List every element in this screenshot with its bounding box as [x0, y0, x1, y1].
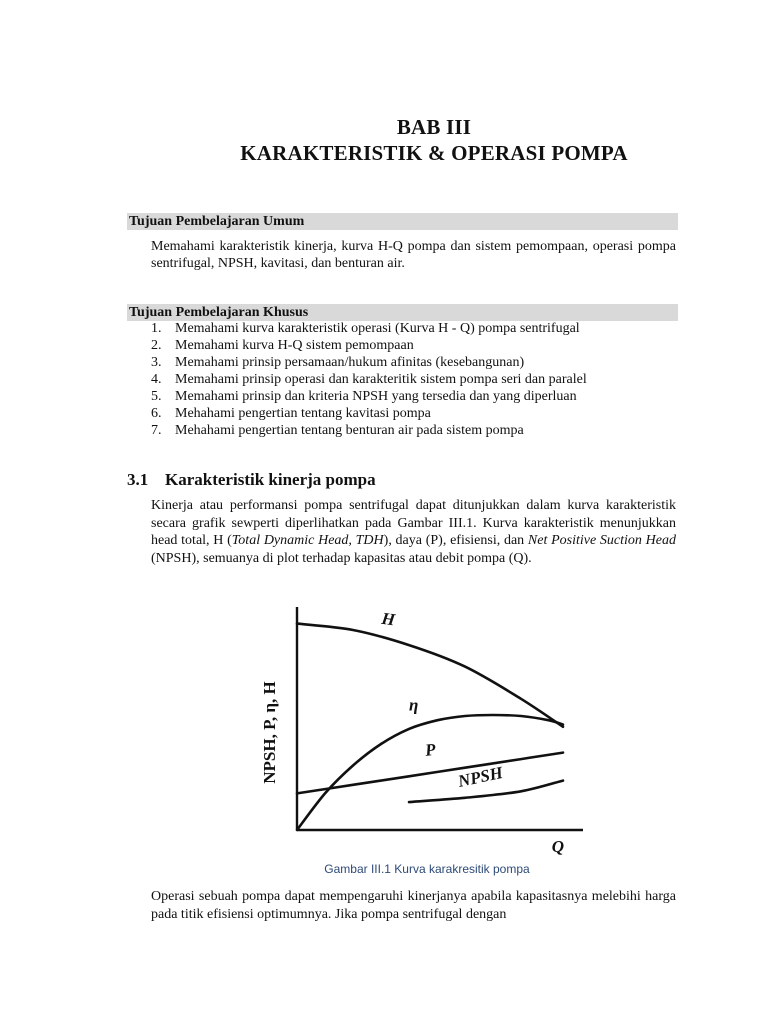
chapter-title: KARAKTERISTIK & OPERASI POMPA — [240, 141, 628, 165]
body-paragraph-2: Operasi sebuah pompa dapat mempengaruhi kinerjanya apabila kapasitasnya melebihi harga pada titik efisiensi optimumnya. Jika pompa sentrifugal dengan — [151, 889, 676, 922]
list-item-text: Memahami prinsip dan kriteria NPSH yang tersedia dan yang diperluan — [175, 389, 577, 404]
figure-caption: Gambar III.1 Kurva karakresitik pompa — [324, 862, 530, 876]
italic-term: Net Positive Suction Head — [527, 533, 676, 548]
list-item-number: 2. — [151, 338, 162, 353]
specific-objective-heading: Tujuan Pembelajaran Khusus — [127, 304, 678, 321]
general-objective-text: Memahami karakteristik kinerja, kurva H-Q pompa dan sistem pemompaan, operasi pompa sentrifugal, NPSH, kavitasi, dan benturan air. — [151, 239, 676, 271]
list-item-text: Memahami prinsip persamaan/hukum afinitas (kesebangunan) — [175, 355, 525, 370]
list-item-text: Mehahami pengertian tentang benturan air pada sistem pompa — [175, 423, 524, 438]
list-item-text: Memahami kurva karakteristik operasi (Kurva H - Q) pompa sentrifugal — [175, 321, 580, 336]
list-item-number: 1. — [151, 321, 162, 336]
section-title: Karakteristik kinerja pompa — [165, 470, 376, 489]
text-run: ), daya (P), efisiensi, dan — [383, 533, 528, 548]
text-run: (NPSH), semuanya di plot terhadap kapasitas atau debit pompa (Q). — [151, 550, 532, 566]
pump-curve-chart — [255, 600, 595, 860]
series-h-line — [297, 624, 563, 727]
list-item-text: Memahami kurva H-Q sistem pemompaan — [175, 338, 414, 353]
text-run: Kinerja atau performansi pompa sentrifugal dapat ditunjukkan dalam kurva karakteristik secara grafik sewperti diperlihatkan pada Gambar III.1. Kurva karakteristik menunjukkan head total, H ( — [151, 498, 676, 548]
list-item — [127, 388, 687, 405]
list-item — [127, 354, 687, 371]
list-item — [127, 405, 687, 422]
specific-objective-list — [127, 320, 687, 439]
x-axis-label: Q — [551, 837, 565, 856]
list-item-text: Memahami prinsip operasi dan karakteritik sistem pompa seri dan paralel — [175, 372, 587, 387]
y-axis-label: NPSH, P, η, H — [260, 681, 279, 784]
italic-term: Total Dynamic Head, TDH — [231, 533, 384, 548]
series-h-label: H — [380, 608, 397, 630]
list-item — [127, 422, 687, 439]
list-item-number: 5. — [151, 389, 162, 404]
list-item — [127, 337, 687, 354]
chapter-number: BAB III — [396, 115, 472, 139]
general-objective-heading: Tujuan Pembelajaran Umum — [127, 213, 678, 230]
list-item-number: 7. — [151, 423, 162, 438]
section-number: 3.1 — [127, 470, 149, 489]
body-paragraph — [151, 497, 676, 567]
series-npsh-label: NPSH — [456, 762, 505, 791]
series-p-label: P — [424, 739, 437, 760]
chart-curves — [297, 624, 563, 830]
list-item — [127, 320, 687, 337]
list-item — [127, 371, 687, 388]
list-item-number: 4. — [151, 372, 162, 387]
list-item-number: 3. — [151, 355, 162, 370]
list-item-text: Mehahami pengertian tentang kavitasi pompa — [175, 406, 431, 421]
section-heading — [127, 470, 376, 490]
list-item-number: 6. — [151, 406, 162, 421]
series-eta-label: η — [409, 695, 419, 715]
